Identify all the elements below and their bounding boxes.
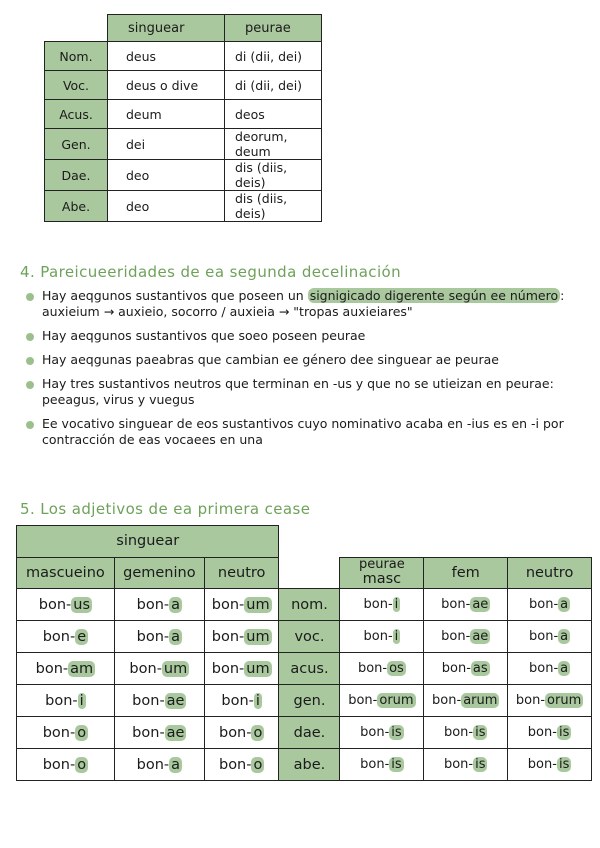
header-plural: peurae — [225, 15, 322, 42]
singular-form: bon- e — [17, 621, 115, 653]
ending: o — [253, 756, 263, 773]
stem: bon — [348, 693, 373, 708]
plural-form: deorum, deum — [225, 129, 322, 160]
spacer-cell — [279, 557, 340, 589]
singular-form: bon- a — [114, 749, 204, 781]
stem: bon — [132, 692, 160, 709]
ending: is — [475, 757, 486, 772]
ending: um — [163, 660, 188, 677]
stem: bon — [35, 660, 63, 677]
table-row — [17, 621, 592, 653]
stem: bon — [357, 661, 383, 676]
ending: os — [389, 661, 404, 676]
ending: orum — [547, 693, 582, 708]
bullet-item — [26, 288, 588, 320]
gender-header: mascueino — [17, 557, 115, 589]
bullet-text: Hay aeqgunos sustantivos que poseen un — [42, 288, 308, 303]
case-label: Acus. — [45, 100, 108, 129]
case-label: acus. — [279, 653, 340, 685]
table-body — [45, 42, 322, 222]
case-label: Dae. — [45, 160, 108, 191]
stem: bon — [42, 628, 70, 645]
case-label: Nom. — [45, 42, 108, 71]
plural-form: bon- is — [508, 717, 592, 749]
ending: o — [77, 724, 87, 741]
plural-form: bon- a — [508, 621, 592, 653]
ending: e — [77, 628, 87, 645]
bullet-item — [26, 328, 588, 344]
bullet-text: Hay aeqgunos sustantivos que soeo poseen peurae — [42, 328, 366, 343]
stem: bon — [211, 628, 240, 645]
ending: as — [472, 661, 488, 676]
stem: bon — [129, 660, 157, 677]
table-row — [45, 191, 322, 222]
table-row — [45, 71, 322, 100]
plural-form: bon- is — [424, 749, 508, 781]
gender-label: fem — [451, 564, 480, 581]
plural-gender-header — [424, 557, 508, 589]
case-label: nom. — [279, 589, 340, 621]
ending: orum — [379, 693, 414, 708]
plural-form: di (dii, dei) — [225, 42, 322, 71]
gender-header: gemenino — [114, 557, 204, 589]
table-row — [17, 685, 592, 717]
stem: bon — [527, 725, 553, 740]
stem: bon — [363, 597, 388, 612]
table-row — [45, 129, 322, 160]
stem: bon — [42, 756, 70, 773]
case-label: voc. — [279, 621, 340, 653]
stem: bon — [136, 628, 164, 645]
stem: bon — [441, 661, 467, 676]
stem: bon — [515, 693, 541, 708]
plural-form: bon- orum — [508, 685, 592, 717]
singular-form: bon- us — [17, 589, 115, 621]
plural-form: bon- orum — [340, 685, 424, 717]
case-label: Voc. — [45, 71, 108, 100]
plural-form: bon- os — [340, 653, 424, 685]
stem: bon — [38, 596, 67, 613]
table-row — [17, 589, 592, 621]
stem: bon — [363, 629, 388, 644]
singular-form: bon- um — [204, 621, 279, 653]
plural-form: bon- is — [424, 717, 508, 749]
bullet-text: Ee vocativo singuear de eos sustantivos cuyo nominativo acaba en -ius es en -i por contracción de eas vocaees en una — [42, 416, 564, 447]
stem: bon — [529, 597, 554, 612]
gender-label: neutro — [525, 564, 574, 581]
ending: ae — [166, 692, 185, 709]
ending: i — [394, 629, 399, 644]
ending: is — [391, 757, 402, 772]
ending: ae — [472, 629, 489, 644]
table-row — [45, 42, 322, 71]
singular-form: bon- i — [204, 685, 279, 717]
singular-form: bon- i — [17, 685, 115, 717]
plural-form: di (dii, dei) — [225, 71, 322, 100]
plural-form: bon- ae — [424, 621, 508, 653]
stem: bon — [218, 724, 247, 741]
bullet-item — [26, 376, 588, 408]
case-label: dae. — [279, 717, 340, 749]
bullet-text-continued: : auxieium → auxieio, socorro / auxieia → "tropas auxieiares" — [42, 288, 565, 319]
gender-header: neutro — [204, 557, 279, 589]
singular-form: bon- ae — [114, 717, 204, 749]
ending: is — [391, 725, 402, 740]
bullet-item — [26, 352, 588, 368]
bullet-item — [26, 416, 588, 448]
stem: bon — [441, 597, 466, 612]
stem: bon — [432, 693, 457, 708]
ending: o — [77, 756, 87, 773]
plural-form: bon- a — [508, 589, 592, 621]
table-header-row — [45, 15, 322, 42]
case-label: abe. — [279, 749, 340, 781]
plural-form: bon- a — [508, 653, 592, 685]
stem: bon — [529, 661, 554, 676]
table-header-row — [17, 526, 592, 558]
singular-form: bon- am — [17, 653, 115, 685]
singular-form: deus o dive — [108, 71, 225, 100]
singular-form: deus — [108, 42, 225, 71]
bullet-text: Hay tres sustantivos neutros que terminan en -us y que no se utieizan en peurae: peeagus, virus y vuegus — [42, 376, 554, 407]
stem: bon — [132, 724, 160, 741]
section-4-bullet-list — [26, 288, 588, 456]
plural-form: bon- is — [340, 717, 424, 749]
section-4-title: 4. Pareicueeridades de ea segunda decelinación — [20, 263, 401, 281]
singular-form: bon- a — [114, 589, 204, 621]
highlighted-text: signigicado digerente según ee número — [309, 288, 559, 303]
stem: bon — [211, 660, 240, 677]
stem: bon — [218, 756, 247, 773]
header-plural-top — [340, 526, 592, 558]
singular-form: bon- o — [17, 749, 115, 781]
singular-form: deo — [108, 160, 225, 191]
ending: ae — [472, 597, 489, 612]
plural-form: bon- arum — [424, 685, 508, 717]
plural-form: bon- ae — [424, 589, 508, 621]
stem: bon — [443, 757, 469, 772]
case-label: Gen. — [45, 129, 108, 160]
plural-gender-header — [508, 557, 592, 589]
ending: a — [560, 661, 569, 676]
table-row — [17, 749, 592, 781]
table-row — [17, 717, 592, 749]
ending: i — [255, 692, 260, 709]
header-singular: singuear — [108, 15, 225, 42]
stem: bon — [360, 757, 385, 772]
header-singular: singuear — [17, 526, 279, 558]
plural-form: dis (diis, deis) — [225, 191, 322, 222]
ending: a — [560, 597, 569, 612]
ending: a — [560, 629, 569, 644]
plural-form: bon- i — [340, 621, 424, 653]
singular-form: bon- um — [204, 653, 279, 685]
plural-gender-header — [340, 557, 424, 589]
ending: a — [171, 756, 181, 773]
singular-form: bon- um — [114, 653, 204, 685]
ending: is — [475, 725, 486, 740]
gender-header-row — [17, 557, 592, 589]
stem: bon — [360, 725, 385, 740]
plural-form: bon- as — [424, 653, 508, 685]
singular-form: bon- ae — [114, 685, 204, 717]
plural-form: dis (diis, deis) — [225, 160, 322, 191]
table-row — [17, 653, 592, 685]
ending: a — [171, 596, 181, 613]
deus-declension-table — [44, 14, 322, 222]
ending: us — [73, 596, 91, 613]
stem: bon — [136, 756, 164, 773]
ending: i — [394, 597, 399, 612]
ending: a — [171, 628, 181, 645]
ending: um — [246, 628, 270, 645]
case-label: gen. — [279, 685, 340, 717]
case-label: Abe. — [45, 191, 108, 222]
stem: bon — [527, 757, 553, 772]
section-5-title: 5. Los adjetivos de ea primera cease — [20, 500, 311, 518]
ending: i — [79, 692, 84, 709]
ending: is — [558, 725, 570, 740]
singular-form: deo — [108, 191, 225, 222]
singular-form: bon- o — [17, 717, 115, 749]
stem: bon — [441, 629, 466, 644]
singular-form: bon- o — [204, 717, 279, 749]
singular-form: dei — [108, 129, 225, 160]
singular-form: bon- o — [204, 749, 279, 781]
ending: um — [246, 660, 270, 677]
stem: bon — [42, 724, 70, 741]
ending: ae — [166, 724, 185, 741]
stem: bon — [136, 596, 164, 613]
plural-form: bon- is — [508, 749, 592, 781]
table-body — [17, 589, 592, 781]
plural-form: deos — [225, 100, 322, 129]
ending: is — [558, 757, 570, 772]
singular-form: deum — [108, 100, 225, 129]
stem: bon — [45, 692, 73, 709]
plural-form: bon- i — [340, 589, 424, 621]
table-row — [45, 100, 322, 129]
singular-form: bon- a — [114, 621, 204, 653]
stem: bon — [211, 596, 240, 613]
gender-label: masc — [362, 571, 402, 588]
stem: bon — [529, 629, 554, 644]
ending: am — [70, 660, 94, 677]
spacer-cell — [279, 526, 340, 558]
adjective-declension-table — [16, 525, 592, 781]
plural-label: peurae — [358, 557, 405, 573]
stem: bon — [221, 692, 249, 709]
ending: o — [253, 724, 263, 741]
bullet-text: Hay aeqgunas paeabras que cambian ee género dee singuear ae peurae — [42, 352, 499, 367]
singular-form: bon- um — [204, 589, 279, 621]
corner-cell — [45, 15, 108, 42]
plural-form: bon- is — [340, 749, 424, 781]
table-row — [45, 160, 322, 191]
ending: um — [246, 596, 270, 613]
stem: bon — [443, 725, 469, 740]
ending: arum — [463, 693, 498, 708]
